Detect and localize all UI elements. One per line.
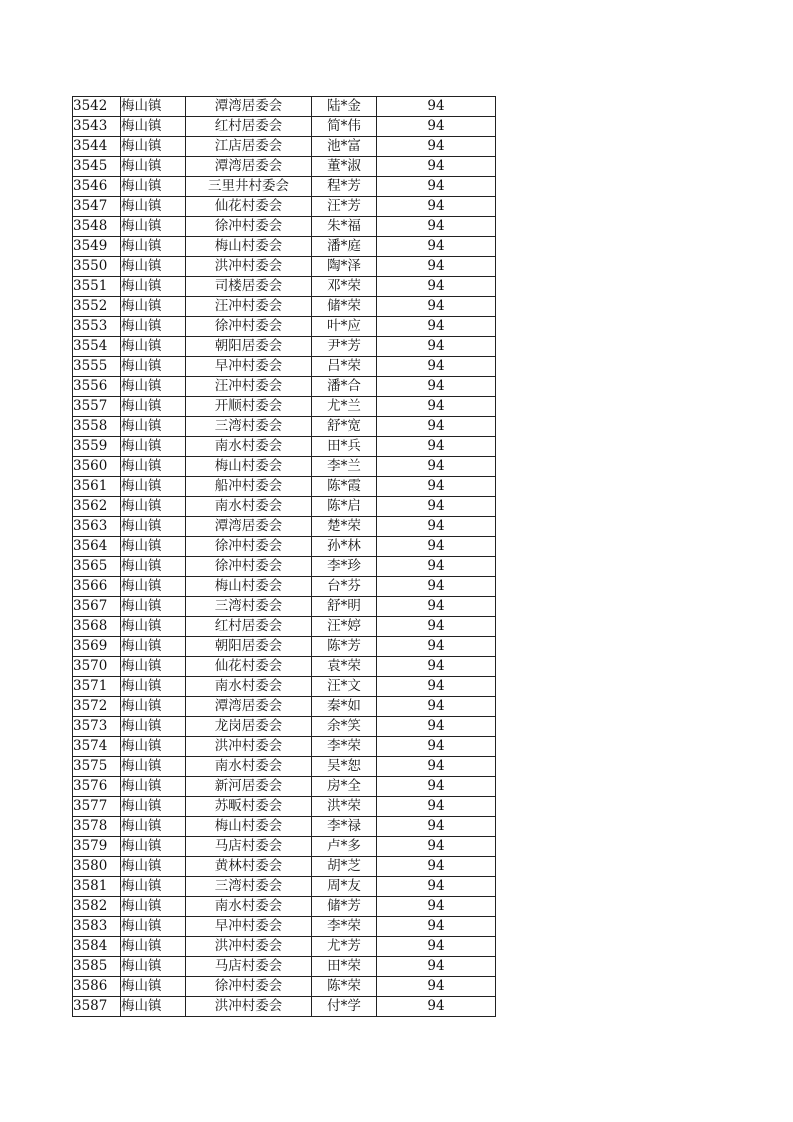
score-cell: 94 (377, 477, 496, 497)
score-cell: 94 (377, 617, 496, 637)
town-cell: 梅山镇 (121, 617, 186, 637)
committee-cell: 梅山村委会 (186, 817, 312, 837)
table-row (73, 817, 496, 837)
committee-cell: 南水村委会 (186, 757, 312, 777)
row-number-cell: 3561 (73, 477, 121, 497)
committee-cell: 徐冲村委会 (186, 557, 312, 577)
row-number-cell: 3570 (73, 657, 121, 677)
town-cell: 梅山镇 (121, 317, 186, 337)
table-row (73, 677, 496, 697)
table-row (73, 117, 496, 137)
name-cell: 孙*林 (312, 537, 377, 557)
roster-table-body (73, 97, 496, 1017)
table-row (73, 497, 496, 517)
table-row (73, 177, 496, 197)
name-cell: 李*荣 (312, 737, 377, 757)
committee-cell: 黄林村委会 (186, 857, 312, 877)
committee-cell: 司楼居委会 (186, 277, 312, 297)
town-cell: 梅山镇 (121, 277, 186, 297)
table-row (73, 757, 496, 777)
row-number-cell: 3556 (73, 377, 121, 397)
row-number-cell: 3560 (73, 457, 121, 477)
town-cell: 梅山镇 (121, 357, 186, 377)
row-number-cell: 3567 (73, 597, 121, 617)
town-cell: 梅山镇 (121, 257, 186, 277)
town-cell: 梅山镇 (121, 217, 186, 237)
score-cell: 94 (377, 837, 496, 857)
table-row (73, 597, 496, 617)
score-cell: 94 (377, 457, 496, 477)
table-row (73, 457, 496, 477)
name-cell: 吴*恕 (312, 757, 377, 777)
row-number-cell: 3572 (73, 697, 121, 717)
town-cell: 梅山镇 (121, 997, 186, 1017)
row-number-cell: 3583 (73, 917, 121, 937)
town-cell: 梅山镇 (121, 917, 186, 937)
town-cell: 梅山镇 (121, 957, 186, 977)
score-cell: 94 (377, 857, 496, 877)
score-cell: 94 (377, 877, 496, 897)
town-cell: 梅山镇 (121, 457, 186, 477)
score-cell: 94 (377, 997, 496, 1017)
score-cell: 94 (377, 377, 496, 397)
town-cell: 梅山镇 (121, 757, 186, 777)
row-number-cell: 3584 (73, 937, 121, 957)
committee-cell: 洪冲村委会 (186, 997, 312, 1017)
score-cell: 94 (377, 917, 496, 937)
town-cell: 梅山镇 (121, 397, 186, 417)
name-cell: 舒*明 (312, 597, 377, 617)
town-cell: 梅山镇 (121, 777, 186, 797)
committee-cell: 潭湾居委会 (186, 517, 312, 537)
score-cell: 94 (377, 817, 496, 837)
town-cell: 梅山镇 (121, 737, 186, 757)
row-number-cell: 3543 (73, 117, 121, 137)
table-row (73, 317, 496, 337)
score-cell: 94 (377, 417, 496, 437)
row-number-cell: 3551 (73, 277, 121, 297)
score-cell: 94 (377, 697, 496, 717)
town-cell: 梅山镇 (121, 897, 186, 917)
name-cell: 陶*泽 (312, 257, 377, 277)
score-cell: 94 (377, 797, 496, 817)
town-cell: 梅山镇 (121, 717, 186, 737)
town-cell: 梅山镇 (121, 297, 186, 317)
name-cell: 陈*荣 (312, 977, 377, 997)
town-cell: 梅山镇 (121, 477, 186, 497)
row-number-cell: 3580 (73, 857, 121, 877)
committee-cell: 徐冲村委会 (186, 537, 312, 557)
row-number-cell: 3552 (73, 297, 121, 317)
table-row (73, 237, 496, 257)
table-row (73, 577, 496, 597)
table-row (73, 897, 496, 917)
table-row (73, 637, 496, 657)
name-cell: 汪*婷 (312, 617, 377, 637)
name-cell: 邓*荣 (312, 277, 377, 297)
committee-cell: 红村居委会 (186, 617, 312, 637)
town-cell: 梅山镇 (121, 677, 186, 697)
score-cell: 94 (377, 257, 496, 277)
committee-cell: 三湾村委会 (186, 417, 312, 437)
committee-cell: 徐冲村委会 (186, 977, 312, 997)
committee-cell: 开顺村委会 (186, 397, 312, 417)
score-cell: 94 (377, 117, 496, 137)
row-number-cell: 3546 (73, 177, 121, 197)
committee-cell: 龙岗居委会 (186, 717, 312, 737)
table-row (73, 97, 496, 117)
row-number-cell: 3545 (73, 157, 121, 177)
town-cell: 梅山镇 (121, 797, 186, 817)
town-cell: 梅山镇 (121, 97, 186, 117)
table-row (73, 537, 496, 557)
town-cell: 梅山镇 (121, 237, 186, 257)
name-cell: 陈*芳 (312, 637, 377, 657)
committee-cell: 三里井村委会 (186, 177, 312, 197)
row-number-cell: 3578 (73, 817, 121, 837)
name-cell: 楚*荣 (312, 517, 377, 537)
score-cell: 94 (377, 357, 496, 377)
name-cell: 舒*宽 (312, 417, 377, 437)
score-cell: 94 (377, 777, 496, 797)
committee-cell: 仙花村委会 (186, 197, 312, 217)
committee-cell: 船冲村委会 (186, 477, 312, 497)
row-number-cell: 3564 (73, 537, 121, 557)
name-cell: 付*学 (312, 997, 377, 1017)
name-cell: 秦*如 (312, 697, 377, 717)
town-cell: 梅山镇 (121, 857, 186, 877)
committee-cell: 朝阳居委会 (186, 337, 312, 357)
row-number-cell: 3577 (73, 797, 121, 817)
committee-cell: 徐冲村委会 (186, 217, 312, 237)
table-row (73, 777, 496, 797)
table-row (73, 217, 496, 237)
name-cell: 房*全 (312, 777, 377, 797)
name-cell: 吕*荣 (312, 357, 377, 377)
score-cell: 94 (377, 397, 496, 417)
score-cell: 94 (377, 217, 496, 237)
score-cell: 94 (377, 97, 496, 117)
town-cell: 梅山镇 (121, 977, 186, 997)
name-cell: 汪*文 (312, 677, 377, 697)
row-number-cell: 3569 (73, 637, 121, 657)
town-cell: 梅山镇 (121, 437, 186, 457)
name-cell: 储*芳 (312, 897, 377, 917)
score-cell: 94 (377, 737, 496, 757)
town-cell: 梅山镇 (121, 837, 186, 857)
town-cell: 梅山镇 (121, 937, 186, 957)
committee-cell: 早冲村委会 (186, 357, 312, 377)
town-cell: 梅山镇 (121, 557, 186, 577)
committee-cell: 洪冲村委会 (186, 737, 312, 757)
table-row (73, 337, 496, 357)
committee-cell: 洪冲村委会 (186, 257, 312, 277)
row-number-cell: 3575 (73, 757, 121, 777)
row-number-cell: 3555 (73, 357, 121, 377)
table-row (73, 857, 496, 877)
name-cell: 董*淑 (312, 157, 377, 177)
score-cell: 94 (377, 277, 496, 297)
committee-cell: 汪冲村委会 (186, 297, 312, 317)
name-cell: 李*荣 (312, 917, 377, 937)
committee-cell: 仙花村委会 (186, 657, 312, 677)
town-cell: 梅山镇 (121, 197, 186, 217)
table-row (73, 517, 496, 537)
name-cell: 田*荣 (312, 957, 377, 977)
row-number-cell: 3581 (73, 877, 121, 897)
committee-cell: 马店村委会 (186, 837, 312, 857)
name-cell: 程*芳 (312, 177, 377, 197)
name-cell: 周*友 (312, 877, 377, 897)
committee-cell: 早冲村委会 (186, 917, 312, 937)
table-row (73, 397, 496, 417)
score-cell: 94 (377, 337, 496, 357)
name-cell: 洪*荣 (312, 797, 377, 817)
committee-cell: 徐冲村委会 (186, 317, 312, 337)
committee-cell: 南水村委会 (186, 437, 312, 457)
table-row (73, 477, 496, 497)
score-cell: 94 (377, 897, 496, 917)
row-number-cell: 3574 (73, 737, 121, 757)
committee-cell: 三湾村委会 (186, 877, 312, 897)
committee-cell: 梅山村委会 (186, 577, 312, 597)
score-cell: 94 (377, 557, 496, 577)
row-number-cell: 3586 (73, 977, 121, 997)
table-row (73, 357, 496, 377)
score-cell: 94 (377, 717, 496, 737)
row-number-cell: 3544 (73, 137, 121, 157)
row-number-cell: 3559 (73, 437, 121, 457)
town-cell: 梅山镇 (121, 537, 186, 557)
row-number-cell: 3542 (73, 97, 121, 117)
town-cell: 梅山镇 (121, 497, 186, 517)
committee-cell: 潭湾居委会 (186, 697, 312, 717)
score-cell: 94 (377, 677, 496, 697)
town-cell: 梅山镇 (121, 517, 186, 537)
row-number-cell: 3568 (73, 617, 121, 637)
score-cell: 94 (377, 297, 496, 317)
committee-cell: 红村居委会 (186, 117, 312, 137)
row-number-cell: 3557 (73, 397, 121, 417)
committee-cell: 朝阳居委会 (186, 637, 312, 657)
score-cell: 94 (377, 497, 496, 517)
name-cell: 李*珍 (312, 557, 377, 577)
score-cell: 94 (377, 757, 496, 777)
score-cell: 94 (377, 237, 496, 257)
score-cell: 94 (377, 517, 496, 537)
name-cell: 台*芬 (312, 577, 377, 597)
table-row (73, 277, 496, 297)
town-cell: 梅山镇 (121, 877, 186, 897)
score-cell: 94 (377, 537, 496, 557)
roster-table (72, 96, 496, 1017)
name-cell: 朱*福 (312, 217, 377, 237)
table-row (73, 557, 496, 577)
score-cell: 94 (377, 637, 496, 657)
table-row (73, 197, 496, 217)
name-cell: 田*兵 (312, 437, 377, 457)
score-cell: 94 (377, 157, 496, 177)
score-cell: 94 (377, 657, 496, 677)
committee-cell: 南水村委会 (186, 497, 312, 517)
table-row (73, 417, 496, 437)
row-number-cell: 3563 (73, 517, 121, 537)
row-number-cell: 3547 (73, 197, 121, 217)
table-row (73, 837, 496, 857)
score-cell: 94 (377, 957, 496, 977)
name-cell: 李*兰 (312, 457, 377, 477)
name-cell: 潘*庭 (312, 237, 377, 257)
name-cell: 陈*启 (312, 497, 377, 517)
town-cell: 梅山镇 (121, 597, 186, 617)
name-cell: 叶*应 (312, 317, 377, 337)
table-row (73, 797, 496, 817)
committee-cell: 潭湾居委会 (186, 97, 312, 117)
table-row (73, 257, 496, 277)
row-number-cell: 3571 (73, 677, 121, 697)
score-cell: 94 (377, 597, 496, 617)
committee-cell: 汪冲村委会 (186, 377, 312, 397)
table-row (73, 717, 496, 737)
score-cell: 94 (377, 937, 496, 957)
name-cell: 储*荣 (312, 297, 377, 317)
table-row (73, 997, 496, 1017)
name-cell: 袁*荣 (312, 657, 377, 677)
table-row (73, 737, 496, 757)
row-number-cell: 3587 (73, 997, 121, 1017)
table-row (73, 617, 496, 637)
table-row (73, 937, 496, 957)
table-row (73, 157, 496, 177)
town-cell: 梅山镇 (121, 637, 186, 657)
table-row (73, 977, 496, 997)
table-row (73, 917, 496, 937)
committee-cell: 梅山村委会 (186, 237, 312, 257)
row-number-cell: 3562 (73, 497, 121, 517)
name-cell: 汪*芳 (312, 197, 377, 217)
name-cell: 李*禄 (312, 817, 377, 837)
row-number-cell: 3579 (73, 837, 121, 857)
committee-cell: 梅山村委会 (186, 457, 312, 477)
score-cell: 94 (377, 977, 496, 997)
row-number-cell: 3548 (73, 217, 121, 237)
town-cell: 梅山镇 (121, 377, 186, 397)
table-row (73, 437, 496, 457)
score-cell: 94 (377, 177, 496, 197)
score-cell: 94 (377, 197, 496, 217)
row-number-cell: 3558 (73, 417, 121, 437)
name-cell: 胡*芝 (312, 857, 377, 877)
row-number-cell: 3566 (73, 577, 121, 597)
score-cell: 94 (377, 137, 496, 157)
row-number-cell: 3573 (73, 717, 121, 737)
name-cell: 陈*霞 (312, 477, 377, 497)
score-cell: 94 (377, 577, 496, 597)
name-cell: 尤*芳 (312, 937, 377, 957)
row-number-cell: 3554 (73, 337, 121, 357)
town-cell: 梅山镇 (121, 417, 186, 437)
committee-cell: 新河居委会 (186, 777, 312, 797)
table-row (73, 657, 496, 677)
town-cell: 梅山镇 (121, 697, 186, 717)
town-cell: 梅山镇 (121, 157, 186, 177)
name-cell: 潘*合 (312, 377, 377, 397)
table-row (73, 137, 496, 157)
name-cell: 池*富 (312, 137, 377, 157)
committee-cell: 南水村委会 (186, 897, 312, 917)
name-cell: 陆*金 (312, 97, 377, 117)
row-number-cell: 3582 (73, 897, 121, 917)
committee-cell: 三湾村委会 (186, 597, 312, 617)
name-cell: 卢*多 (312, 837, 377, 857)
town-cell: 梅山镇 (121, 577, 186, 597)
table-row (73, 697, 496, 717)
row-number-cell: 3576 (73, 777, 121, 797)
score-cell: 94 (377, 317, 496, 337)
committee-cell: 马店村委会 (186, 957, 312, 977)
committee-cell: 江店居委会 (186, 137, 312, 157)
committee-cell: 苏畈村委会 (186, 797, 312, 817)
name-cell: 余*笑 (312, 717, 377, 737)
committee-cell: 洪冲村委会 (186, 937, 312, 957)
row-number-cell: 3585 (73, 957, 121, 977)
committee-cell: 南水村委会 (186, 677, 312, 697)
row-number-cell: 3550 (73, 257, 121, 277)
committee-cell: 潭湾居委会 (186, 157, 312, 177)
name-cell: 简*伟 (312, 117, 377, 137)
score-cell: 94 (377, 437, 496, 457)
table-row (73, 957, 496, 977)
town-cell: 梅山镇 (121, 657, 186, 677)
town-cell: 梅山镇 (121, 137, 186, 157)
town-cell: 梅山镇 (121, 177, 186, 197)
town-cell: 梅山镇 (121, 337, 186, 357)
row-number-cell: 3553 (73, 317, 121, 337)
row-number-cell: 3565 (73, 557, 121, 577)
town-cell: 梅山镇 (121, 117, 186, 137)
row-number-cell: 3549 (73, 237, 121, 257)
table-row (73, 877, 496, 897)
name-cell: 尹*芳 (312, 337, 377, 357)
table-row (73, 377, 496, 397)
town-cell: 梅山镇 (121, 817, 186, 837)
table-row (73, 297, 496, 317)
name-cell: 尤*兰 (312, 397, 377, 417)
